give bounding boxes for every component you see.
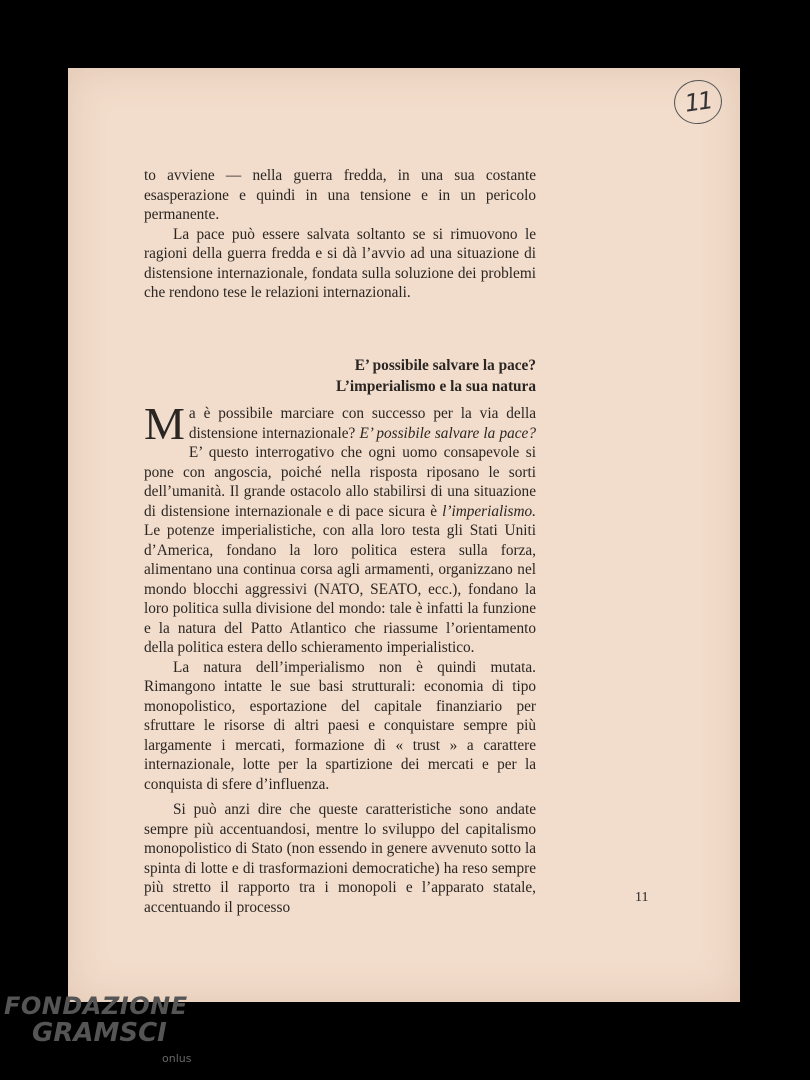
section-heading bbox=[336, 355, 536, 397]
paragraph-1: to avviene — nella guerra fredda, in una sua costante esasperazione e quindi in una tensione e in un pericolo permanente. bbox=[144, 167, 536, 223]
watermark-line-1: FONDAZIONE bbox=[4, 992, 188, 1020]
paragraph-3 bbox=[144, 398, 536, 658]
handwritten-page-number: 11 bbox=[671, 77, 725, 127]
watermark-line-3: onlus bbox=[162, 1052, 192, 1065]
paragraph-2: La pace può essere salvata soltanto se si rimuovono le ragioni della guerra fredda e si dà l’avvio ad una situazione di distensione internazionale, fondata sulla soluzione dei problemi che rendono tese le relazioni internazionali. bbox=[144, 225, 536, 301]
text-block-intro bbox=[144, 166, 536, 303]
section-heading-line-2: L’imperialismo e la sua natura bbox=[335, 378, 536, 395]
paragraph-5: Si può anzi dire che queste caratteristiche sono andate sempre più accentuandosi, mentre lo sviluppo del capitalismo monopolistico di Stato (non essendo in genere avvenuto sotto la spinta di lotte e di trasformazioni democratiche) ha reso sempre più stretto il rapporto tra i monopoli e l’apparato statale, accentuando il processo bbox=[144, 801, 536, 916]
paragraph-3-part-3: Le potenze imperialistiche, con alla loro testa gli Stati Uniti d’America, fondano la loro politica estera sulla forza, alimentano una continua corsa agli armamenti, organizzano nel mondo blocchi aggressivi (NATO, SEATO, ecc.), fondano la loro politica sulla divisione del mondo: tale è infatti la funzione e la natura del Patto Atlantico che riassume l’orientamento della politica estera dello schieramento imperialistico. bbox=[144, 522, 536, 656]
page-number: 11 bbox=[635, 890, 649, 905]
paragraph-3-italic-1: E’ possibile salvare la pace? bbox=[359, 424, 536, 442]
section-heading-line-1: E’ possibile salvare la pace? bbox=[354, 357, 536, 374]
watermark-line-2: GRAMSCI bbox=[32, 1018, 167, 1048]
paragraph-3-part-1: a è possibile marciare con successo per la via della distensione internazionale? bbox=[188, 405, 536, 442]
paragraph-4: La natura dell’imperialismo non è quindi mutata. Rimangono intatte le sue basi strutturali: economia di tipo monopolistico, esportazione del capitale finanziario per sfruttare le risorse di altri paesi e conquistare sempre più largamente i mercati, formazione di « trust » a carattere internazionale, lotte per la spartizione dei mercati e per la conquista di sfere d’influenza. bbox=[144, 658, 536, 793]
watermark-logo bbox=[4, 992, 204, 1072]
paragraph-3-italic-2: l’imperialismo. bbox=[442, 502, 536, 520]
text-block-main bbox=[144, 398, 536, 917]
paragraph-3-part-2: E’ questo interrogativo che ogni uomo consapevole si pone con angoscia, poiché nella risposta riposano le sorti dell’umanità. Il grande ostacolo allo stabilirsi di una situazione di distensione internazionale e di pace sicura è bbox=[144, 444, 536, 520]
document-page bbox=[68, 68, 740, 1002]
drop-cap: M bbox=[144, 398, 185, 449]
